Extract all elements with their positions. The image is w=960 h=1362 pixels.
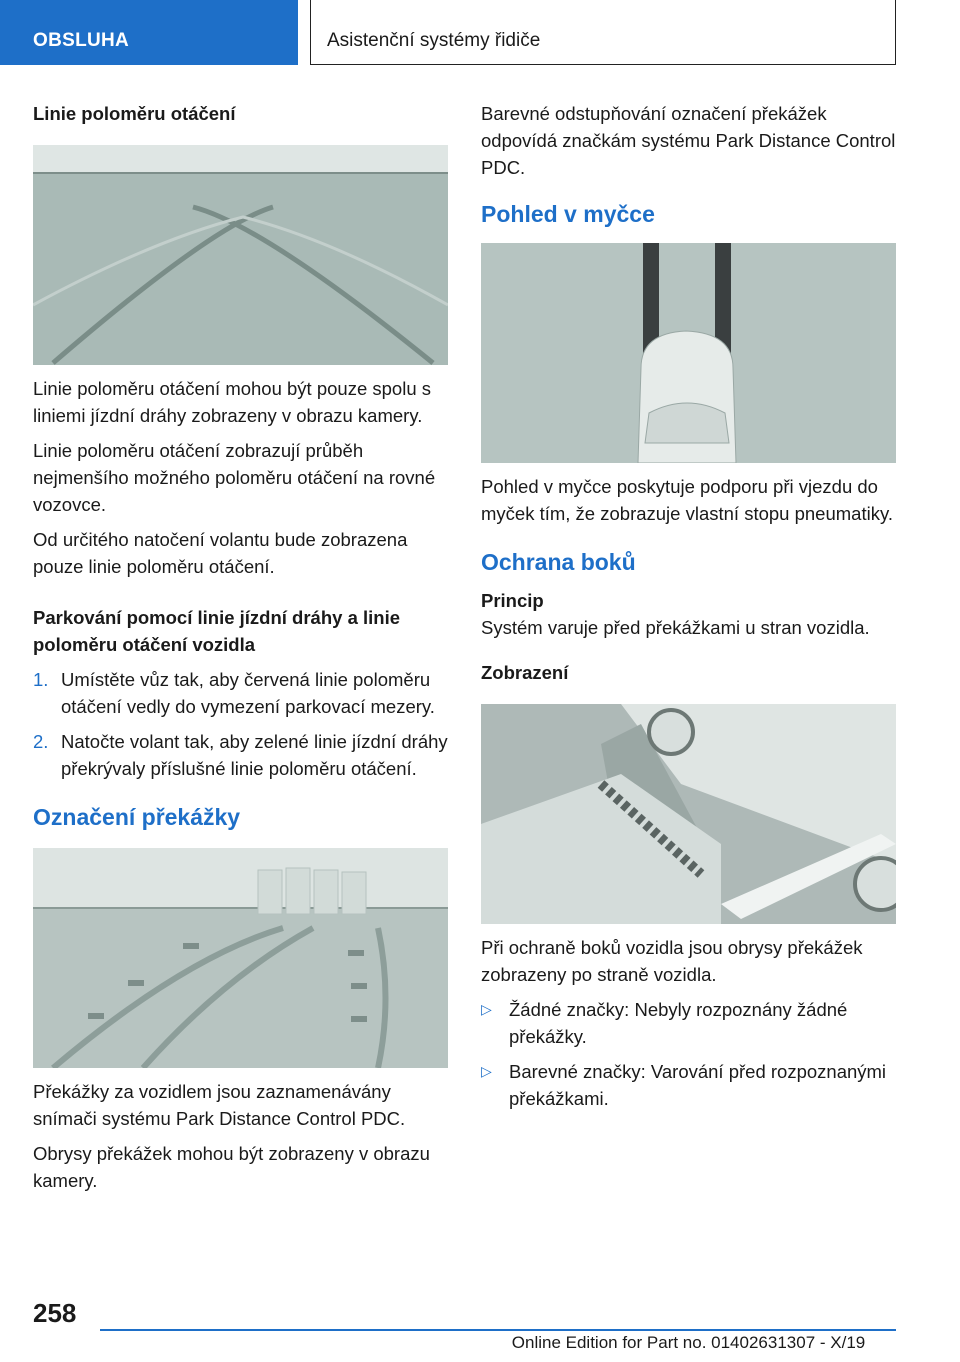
paragraph: Linie poloměru otáčení zobrazují průběh nejmenšího možného poloměru otáčení na rovné vozovce.: [33, 440, 436, 515]
paragraph: Obrysy překážek mohou být zobrazeny v obrazu kamery.: [33, 1143, 430, 1191]
heading-parking: Parkování pomocí linie jízdní dráhy a linie poloměru otáčení vozidla: [33, 607, 401, 655]
header-chapter-box: [310, 0, 896, 65]
triangle-bullet-icon: ▷: [481, 1063, 492, 1079]
bullet-item: [481, 996, 896, 1050]
page-number: 258: [33, 1298, 77, 1328]
subheading-display: Zobrazení: [481, 662, 569, 683]
footer-divider: [100, 1329, 896, 1331]
triangle-bullet-icon: ▷: [481, 1001, 492, 1017]
header-section-label: OBSLUHA: [33, 30, 130, 51]
paragraph: Systém varuje před překážkami u stran vozidla.: [481, 617, 870, 638]
carwash-view-figure: [481, 243, 896, 463]
right-column: [481, 100, 896, 1120]
section-title-carwash: Pohled v myčce: [481, 201, 655, 227]
side-protection-figure: [481, 704, 896, 924]
list-number: 2.: [33, 731, 49, 752]
header-section-tab: [0, 0, 298, 65]
paragraph: Linie poloměru otáčení mohou být pouze spolu s liniemi jízdní dráhy zobrazeny v obrazu kamery.: [33, 378, 432, 426]
heading-turning-radius: Linie poloměru otáčení: [33, 103, 236, 124]
section-title-obstacle: Označení překážky: [33, 804, 241, 830]
footer-edition: Online Edition for Part no. 01402631307 - X/19: [511, 1333, 866, 1352]
paragraph: Pohled v myčce poskytuje podporu při vjezdu do myček tím, že zobrazuje vlastní stopu pneumatiky.: [481, 476, 893, 524]
turning-radius-figure: [33, 145, 448, 365]
section-title-side-protection: Ochrana boků: [481, 549, 636, 575]
left-column: [33, 100, 448, 1202]
list-item: [33, 728, 448, 782]
bullet-text: Žádné značky: Nebyly rozpoznány žádné překážky.: [509, 999, 848, 1047]
header-chapter-label: Asistenční systémy řidiče: [327, 30, 541, 51]
paragraph: Překážky za vozidlem jsou zaznamenávány snímači systému Park Distance Control PDC.: [33, 1081, 406, 1129]
list-number: 1.: [33, 669, 49, 690]
paragraph: Barevné odstupňování označení překážek odpovídá značkám systému Park Distance Control PDC.: [481, 103, 896, 178]
list-item: [33, 666, 448, 720]
list-text: Natočte volant tak, aby zelené linie jízdní dráhy překrývaly příslušné linie poloměru otáčení.: [61, 731, 448, 779]
bullet-item: [481, 1058, 896, 1112]
subheading-principle: Princip: [481, 590, 544, 611]
paragraph: Při ochraně boků vozidla jsou obrysy překážek zobrazeny po straně vozidla.: [481, 937, 863, 985]
obstacle-marking-figure: [33, 848, 448, 1068]
list-text: Umístěte vůz tak, aby červená linie poloměru otáčení vedly do vymezení parkovací mezery.: [61, 669, 435, 717]
bullet-text: Barevné značky: Varování před rozpoznanými překážkami.: [509, 1061, 887, 1109]
paragraph: Od určitého natočení volantu bude zobrazena pouze linie poloměru otáčení.: [33, 529, 408, 577]
